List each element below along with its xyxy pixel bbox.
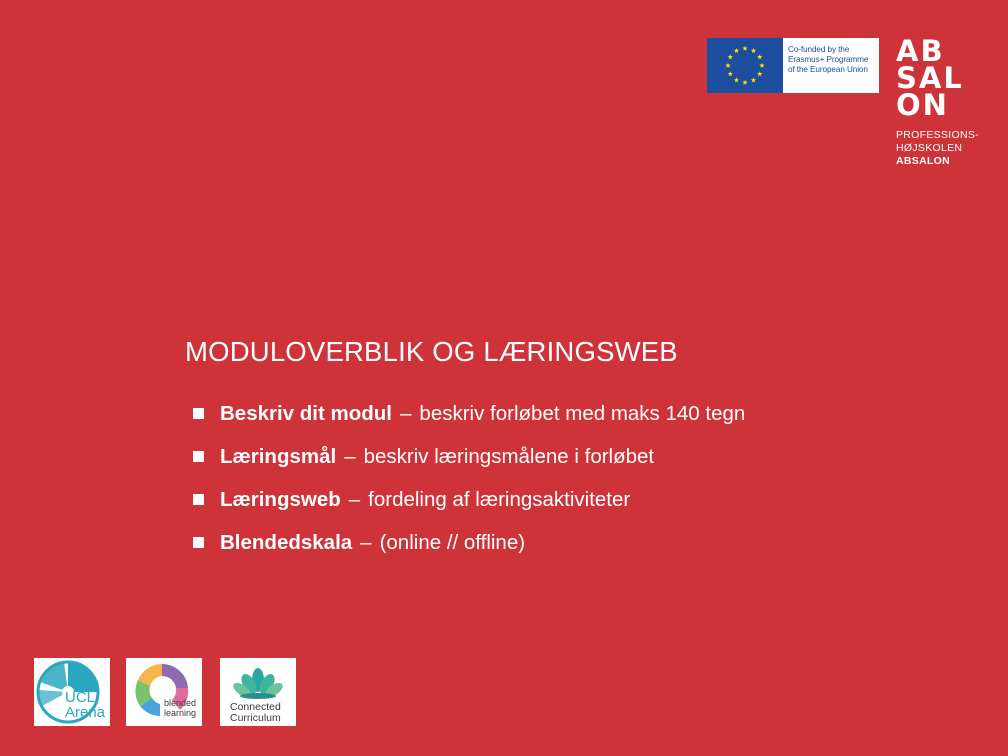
bullet-item: Beskriv dit modul – beskriv forløbet med maks 140 tegn <box>193 392 745 435</box>
eu-text-line: of the European Union <box>788 65 868 74</box>
bullet-list <box>193 392 745 564</box>
blended-learning-logo: blended learning <box>126 658 202 726</box>
square-bullet-icon <box>193 408 204 419</box>
absalon-wordmark: AB SAL ON <box>896 34 964 122</box>
bullet-item: Læringsweb – fordeling af læringsaktiviteter <box>193 478 745 521</box>
eu-cofunded-badge <box>707 38 879 93</box>
slide-title: MODULOVERBLIK OG LÆRINGSWEB <box>185 336 678 367</box>
eu-text-line: Erasmus+ Programme <box>788 55 869 64</box>
bullet-item: Blendedskala – (online // offline) <box>193 521 745 564</box>
eu-flag-icon <box>707 38 783 93</box>
connected-curriculum-logo: Connected Curriculum <box>220 658 296 726</box>
bullet-item: Læringsmål – beskriv læringsmålene i forløbet <box>193 435 745 478</box>
square-bullet-icon <box>193 451 204 462</box>
square-bullet-icon <box>193 537 204 548</box>
eu-text-line: Co-funded by the <box>788 45 850 54</box>
absalon-subtitle: PROFESSIONS- HØJSKOLEN ABSALON <box>896 129 979 167</box>
ucl-arena-logo: UCL Arena <box>34 658 110 726</box>
absalon-logo <box>896 34 996 168</box>
square-bullet-icon <box>193 494 204 505</box>
